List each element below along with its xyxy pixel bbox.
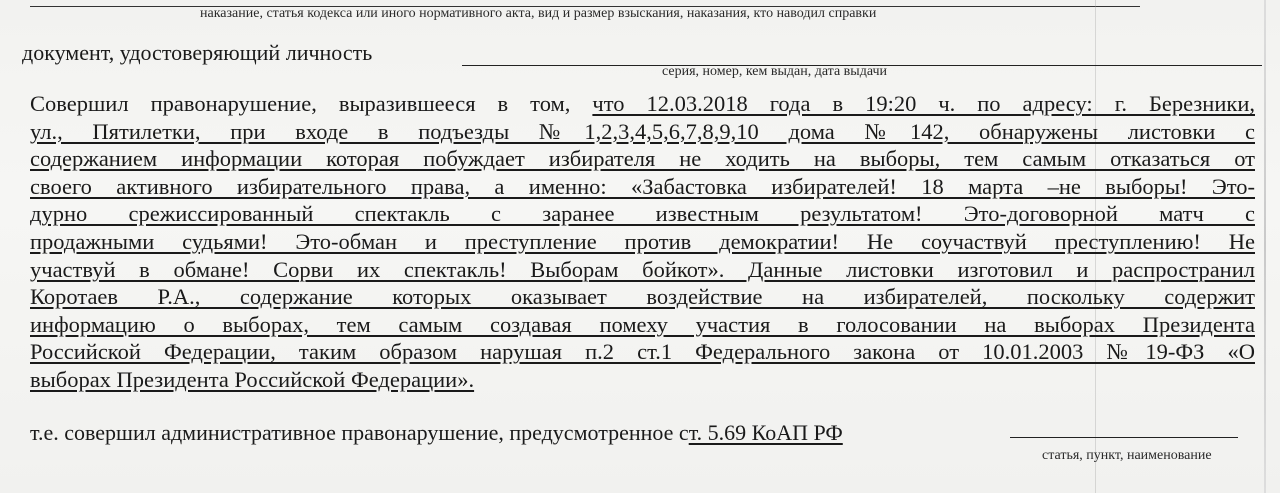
caption-article: статья, пункт, наименование xyxy=(1042,448,1212,463)
caption-penalty: наказание, статья кодекса или иного нормативного акта, вид и размер взыскания, наказания, кто наводил справки xyxy=(200,6,877,21)
description-line-1 xyxy=(30,90,1255,118)
description-line-last: выборах Президента Российской Федерации». xyxy=(30,366,475,392)
description-line: участвуй в обмане! Сорви их спектакль! Выборам бойкот». Данные листовки изготовил и распространил xyxy=(30,256,1255,282)
description-line: Российской Федерации, таким образом нарушая п.2 ст.1 Федерального закона от 10.01.2003 №19-ФЗ «О xyxy=(30,339,1255,365)
description-line: содержанием информации которая побуждает избирателя не ходить на выборы, тем самым отказаться от xyxy=(30,146,1255,172)
description-line: ул., Пятилетки, при входе в подъезды №1,2,3,4,5,6,7,8,9,10 дома №142, обнаружены листовки с xyxy=(30,118,1255,144)
description-line: продажными судьями! Это-обман и преступление против демократии! Не соучаствуй преступлению! Не xyxy=(30,228,1255,254)
description-line: Коротаев Р.А., содержание которых оказывает воздействие на избирателей, поскольку содержит xyxy=(30,284,1255,310)
offence-article: т. 5.69 КоАП РФ xyxy=(688,420,843,445)
identity-document-label: документ, удостоверяющий личность xyxy=(22,40,373,65)
description-line: дурно срежиссированный спектакль с заранее известным результатом! Это-договорной матч с xyxy=(30,201,1255,227)
caption-id-details: серия, номер, кем выдан, дата выдачи xyxy=(662,64,888,79)
description-line: своего активного избирательного права, а именно: «Забастовка избирателей! 18 марта –не выборы! Это- xyxy=(30,173,1255,199)
offence-description xyxy=(30,90,1255,394)
offence-article-underline xyxy=(1010,437,1238,438)
offence-article-line xyxy=(30,420,1270,450)
description-line: информацию о выборах, тем самым создавая помеху участия в голосовании на выборах Президента xyxy=(30,311,1255,337)
offence-prefix: т.е. совершил административное правонарушение, предусмотренное с xyxy=(30,420,689,445)
description-line-1-plain: Совершил правонарушение, выразившееся в том, xyxy=(30,91,593,116)
description-line-1-underlined: что 12.03.2018 года в 19:20 ч. по адресу: г. Березники, xyxy=(592,91,1255,116)
identity-document-field xyxy=(22,40,1262,68)
